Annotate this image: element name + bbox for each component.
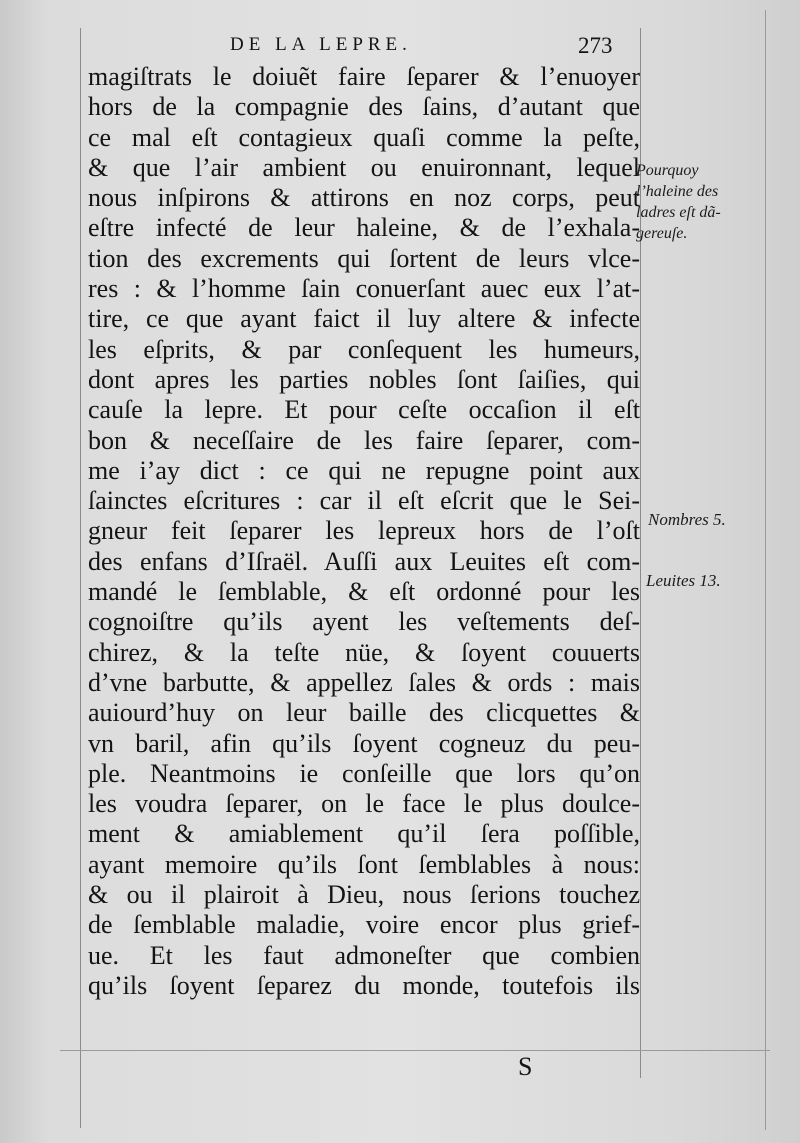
text-line: de ſemblable maladie, voire encor plus grief- [88,910,640,940]
text-line: & que l’air ambient ou enuironnant, lequel [88,152,640,182]
text-line: ple. Neantmoins ie conſeille que lors qu’on [88,758,640,788]
text-line: cauſe la lepre. Et pour ceſte occaſion il eſt [88,395,640,425]
text-line: qu’ils ſoyent ſeparez du monde, toutefois ils [88,970,640,1000]
text-line: auiourd’huy on leur baille des clicquettes & [88,698,640,728]
text-line: dont apres les parties nobles ſont ſaiſies, qui [88,364,640,394]
text-line: les voudra ſeparer, on le face le plus doulce- [88,789,640,819]
margin-note-haleine [636,160,766,244]
text-line: magiſtrats le doiuẽt faire ſeparer & l’enuoyer [88,62,640,91]
page-number: 273 [578,33,613,58]
text-line: nous inſpirons & attirons en noz corps, peut [88,183,640,213]
text-line: ce mal eſt contagieux quaſi comme la peſte, [88,122,640,152]
text-line: cognoiſtre qu’ils ayent les veſtements deſ- [88,607,640,637]
margin-note-line: gereuſe. [636,225,688,242]
margin-note-leuites: Leuites 13. [646,571,721,590]
margin-note-line: ladres eſt dã- [636,204,721,221]
text-line: les eſprits, & par conſequent les humeurs, [88,334,640,364]
frame-rule-left [80,28,81,1128]
frame-rule-bottom [60,1050,770,1051]
text-line: me i’ay dict : ce qui ne repugne point aux [88,455,640,485]
margin-note-line: Pourquoy [636,162,699,179]
margin-note-line: l’haleine des [636,183,719,200]
text-line: mandé le ſemblable, & eſt ordonné pour les [88,577,640,607]
text-line: eſtre infecté de leur haleine, & de l’exhala- [88,213,640,243]
signature-mark: S [518,1052,533,1081]
margin-note-nombres: Nombres 5. [648,510,726,529]
text-line: des enfans d’Iſraël. Auſſi aux Leuites eſt com- [88,546,640,576]
text-line: gneur feit ſeparer les lepreux hors de l’oſt [88,516,640,546]
text-line: d’vne barbutte, & appellez ſales & ords : mais [88,667,640,697]
text-line: bon & neceſſaire de les faire ſeparer, com- [88,425,640,455]
text-line: ſainctes eſcritures : car il eſt eſcrit que le Sei- [88,486,640,516]
text-line: ayant memoire qu’ils ſont ſemblables à nous: [88,849,640,879]
text-line: & ou il plairoit à Dieu, nous ſerions touchez [88,880,640,910]
main-text-block [88,62,640,1001]
running-title: DE LA LEPRE. [230,34,412,55]
text-line: hors de la compagnie des ſains, d’autant que [88,92,640,122]
text-line: res : & l’homme ſain conuerſant auec eux l’at- [88,274,640,304]
text-line: tire, ce que ayant faict il luy altere & infecte [88,304,640,334]
text-line: vn baril, afin qu’ils ſoyent cogneuz du peu- [88,728,640,758]
text-line: ue. Et les faut admoneſter que combien [88,940,640,970]
text-line: chirez, & la teſte nüe, & ſoyent couuerts [88,637,640,667]
text-line: ment & amiablement qu’il ſera poſſible, [88,819,640,849]
text-line: tion des excrements qui ſortent de leurs vlce- [88,243,640,273]
